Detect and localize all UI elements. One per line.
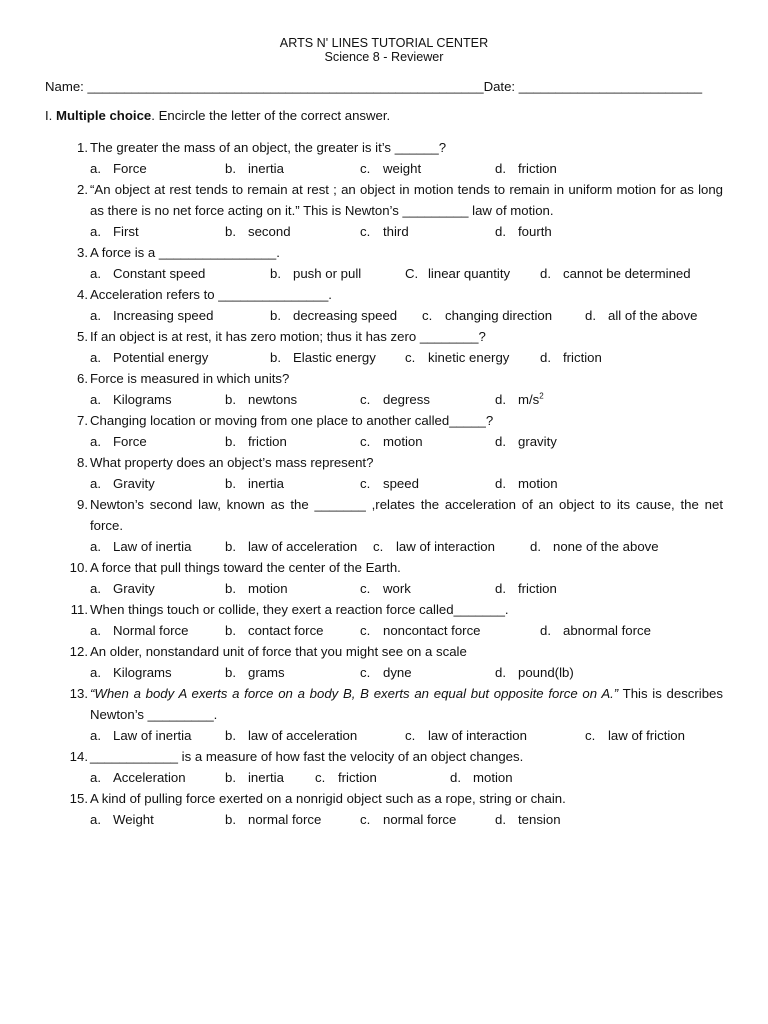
answer-option[interactable] [540,620,651,641]
option-text: Acceleration [113,770,186,785]
question-prompt: A force that pull things toward the center of the Earth. [90,560,401,575]
answer-option[interactable] [90,578,155,599]
option-letter: d. [495,665,506,680]
section-heading [45,108,390,123]
answer-option[interactable] [530,536,659,557]
option-letter: c. [373,539,384,554]
option-text: law of interaction [428,728,527,743]
question-number: 15. [69,791,88,806]
option-letter: b. [225,581,236,596]
option-text: dyne [383,665,412,680]
question-text [90,326,723,347]
option-letter: c. [360,392,371,407]
option-letter: d. [495,224,506,239]
answer-options [0,347,768,368]
option-text: friction [338,770,377,785]
answer-options [0,431,768,452]
question-number: 1. [77,140,88,155]
answer-option[interactable] [225,620,324,641]
answer-options [0,662,768,683]
option-letter: b. [225,161,236,176]
option-text: second [248,224,291,239]
option-text: third [383,224,409,239]
name-date-row [45,79,725,94]
option-letter: c. [360,812,371,827]
question-text [90,179,723,221]
option-letter: d. [540,350,551,365]
question-quote: “When a body A exerts a force on a body B, B exerts an equal but opposite force on A.” [90,686,619,701]
answer-option[interactable] [90,473,155,494]
answer-option[interactable] [90,158,147,179]
answer-options [0,389,768,410]
answer-option[interactable] [90,221,139,242]
question-item [0,641,768,683]
question-text [90,788,723,809]
option-text: Increasing speed [113,308,214,323]
question-text [90,599,723,620]
option-letter: d. [450,770,461,785]
option-text: all of the above [608,308,698,323]
option-letter: d. [495,392,506,407]
option-letter: c. [360,476,371,491]
question-item [0,242,768,284]
option-text: Force [113,434,147,449]
option-letter: d. [495,434,506,449]
option-text: Gravity [113,476,155,491]
question-prompt: ____________ is a measure of how fast the velocity of an object changes. [90,749,524,764]
answer-options [0,158,768,179]
option-text: normal force [248,812,322,827]
answer-option[interactable] [360,158,421,179]
option-text: newtons [248,392,298,407]
option-letter: b. [225,623,236,638]
question-number: 3. [77,245,88,260]
option-letter: a. [90,161,101,176]
answer-options [0,263,768,284]
option-text: decreasing speed [293,308,398,323]
option-text: cannot be determined [563,266,691,281]
option-letter: a. [90,539,101,554]
answer-options [0,809,768,830]
answer-option[interactable] [90,431,147,452]
question-prompt: Newton’s second law, known as the _______ ,relates the acceleration of an object to its cause, the net force. [90,497,723,533]
option-text: motion [473,770,513,785]
answer-option[interactable] [225,221,291,242]
option-text: fourth [518,224,552,239]
option-letter: d. [530,539,541,554]
option-text: pound(lb) [518,665,574,680]
question-text [90,452,723,473]
answer-option[interactable] [90,263,205,284]
question-item [0,410,768,452]
question-text [90,410,723,431]
option-text: Normal force [113,623,189,638]
question-number: 9. [77,497,88,512]
option-text: none of the above [553,539,659,554]
option-superscript: 2 [539,391,544,401]
answer-option[interactable] [360,221,409,242]
question-text [90,557,723,578]
option-text: grams [248,665,285,680]
option-letter: c. [405,350,416,365]
option-text: Law of inertia [113,728,192,743]
name-field-label: Name: ______________________________________________________ [45,79,484,94]
date-field-label: Date: _________________________ [483,79,703,94]
answer-options [0,221,768,242]
answer-option[interactable] [495,662,574,683]
question-item [0,452,768,494]
option-letter: b. [225,728,236,743]
answer-option[interactable] [360,578,411,599]
answer-options [0,473,768,494]
answer-options [0,620,768,641]
question-text [90,284,723,305]
option-letter: c. [360,581,371,596]
option-letter: a. [90,623,101,638]
option-letter: c. [315,770,326,785]
option-text: degress [383,392,430,407]
question-prompt: What property does an object’s mass represent? [90,455,374,470]
option-letter: b. [270,308,281,323]
answer-option[interactable] [90,389,172,410]
answer-option[interactable] [360,431,423,452]
option-text: friction [518,161,557,176]
option-letter: a. [90,350,101,365]
answer-option[interactable] [270,305,397,326]
question-item [0,137,768,179]
option-letter: a. [90,308,101,323]
answer-options [0,578,768,599]
option-text: friction [563,350,602,365]
answer-option[interactable] [360,473,419,494]
option-text: Elastic energy [293,350,376,365]
option-letter: b. [270,266,281,281]
question-text [90,242,723,263]
option-letter: d. [540,266,551,281]
answer-option[interactable] [495,578,557,599]
answer-option[interactable] [405,347,509,368]
question-number: 5. [77,329,88,344]
option-letter: b. [225,434,236,449]
question-number: 14. [69,749,88,764]
option-text: inertia [248,161,284,176]
option-letter: d. [540,623,551,638]
option-text: tension [518,812,561,827]
center-name: ARTS N' LINES TUTORIAL CENTER [279,36,489,50]
answer-option[interactable] [495,473,558,494]
option-text: push or pull [293,266,362,281]
answer-options [0,536,768,557]
option-letter: a. [90,476,101,491]
question-item [0,284,768,326]
answer-option[interactable] [405,263,510,284]
option-letter: b. [225,476,236,491]
option-letter: b. [270,350,281,365]
option-text: contact force [248,623,324,638]
question-prompt: The greater the mass of an object, the greater is it’s ______? [90,140,447,155]
section-instruction: . Encircle the letter of the correct answer. [151,108,391,123]
option-text: Law of inertia [113,539,192,554]
answer-option[interactable] [495,221,552,242]
option-text: Potential energy [113,350,209,365]
question-number: 7. [77,413,88,428]
answer-option[interactable] [225,767,284,788]
question-prompt: A kind of pulling force exerted on a nonrigid object such as a rope, string or chain. [90,791,566,806]
answer-option[interactable] [90,620,188,641]
option-letter: b. [225,665,236,680]
option-text: changing direction [445,308,553,323]
option-letter: c. [360,623,371,638]
answer-option[interactable] [585,725,685,746]
question-prompt: A force is a ________________. [90,245,280,260]
answer-option[interactable] [405,725,527,746]
question-text [90,368,723,389]
option-text: m/s [518,392,540,407]
header [0,36,768,64]
question-item [0,788,768,830]
question-prompt: This is describes Newton’s _________. [90,686,723,722]
option-text: inertia [248,476,284,491]
question-number: 4. [77,287,88,302]
question-prompt: Changing location or moving from one place to another called_____? [90,413,494,428]
option-text: friction [518,581,557,596]
question-item [0,599,768,641]
question-number: 11. [70,602,88,617]
answer-option[interactable] [270,263,361,284]
option-letter: c. [360,665,371,680]
answer-option[interactable] [90,809,154,830]
question-item [0,326,768,368]
question-number: 8. [77,455,88,470]
option-text: Constant speed [113,266,206,281]
option-text: kinetic energy [428,350,510,365]
option-text: friction [248,434,287,449]
question-item [0,746,768,788]
option-text: Gravity [113,581,155,596]
answer-option[interactable] [225,578,288,599]
question-number: 6. [77,371,88,386]
answer-option[interactable] [360,809,456,830]
question-number: 2. [77,182,88,197]
question-number: 12. [69,644,88,659]
option-text: speed [383,476,419,491]
option-letter: c. [360,161,371,176]
option-text: linear quantity [428,266,511,281]
answer-option[interactable] [495,431,557,452]
option-text: motion [248,581,288,596]
question-prompt: Force is measured in which units? [90,371,290,386]
worksheet-subtitle: Science 8 - Reviewer [324,50,444,64]
answer-option[interactable] [90,725,191,746]
option-letter: c. [585,728,596,743]
answer-option[interactable] [495,158,557,179]
option-letter: a. [90,434,101,449]
answer-option[interactable] [495,389,544,410]
question-prompt: If an object is at rest, it has zero motion; thus it has zero ________? [90,329,486,344]
question-prompt: When things touch or collide, they exert a reaction force called_______. [90,602,509,617]
option-letter: a. [90,581,101,596]
option-text: noncontact force [383,623,481,638]
option-text: Force [113,161,147,176]
option-letter: d. [495,161,506,176]
answer-option[interactable] [90,305,213,326]
option-text: weight [383,161,422,176]
option-letter: b. [225,812,236,827]
answer-option[interactable] [225,389,297,410]
answer-option[interactable] [225,662,285,683]
answer-option[interactable] [360,662,412,683]
answer-option[interactable] [495,809,561,830]
answer-option[interactable] [225,473,284,494]
answer-option[interactable] [585,305,697,326]
answer-option[interactable] [225,809,321,830]
option-text: gravity [518,434,557,449]
section-title: Multiple choice [56,108,152,123]
answer-option[interactable] [270,347,376,368]
option-letter: a. [90,728,101,743]
option-letter: b. [225,770,236,785]
option-letter: C. [405,266,419,281]
question-item [0,557,768,599]
option-text: law of acceleration [248,728,358,743]
question-text [90,137,723,158]
option-letter: d. [495,476,506,491]
question-text [90,746,723,767]
answer-option[interactable] [225,725,357,746]
option-letter: c. [360,434,371,449]
answer-options [0,305,768,326]
option-text: law of interaction [396,539,495,554]
answer-option[interactable] [90,536,191,557]
option-letter: c. [422,308,433,323]
option-letter: b. [225,392,236,407]
section-number: I. [45,108,53,123]
answer-option[interactable] [540,263,691,284]
question-list [0,137,768,830]
answer-option[interactable] [225,158,284,179]
answer-options [0,725,768,746]
option-letter: a. [90,770,101,785]
option-letter: a. [90,665,101,680]
answer-option[interactable] [225,431,287,452]
question-text [90,641,723,662]
option-text: work [383,581,411,596]
question-item [0,494,768,557]
question-prompt: Acceleration refers to _______________. [90,287,332,302]
option-text: First [113,224,139,239]
option-text: Kilograms [113,665,172,680]
option-letter: b. [225,539,236,554]
question-item [0,368,768,410]
question-text [90,494,723,536]
option-text: motion [518,476,558,491]
question-item [0,179,768,242]
answer-options [0,767,768,788]
option-text: abnormal force [563,623,651,638]
question-prompt: An older, nonstandard unit of force that you might see on a scale [90,644,467,659]
option-text: normal force [383,812,457,827]
option-letter: d. [495,581,506,596]
option-letter: a. [90,224,101,239]
option-text: Weight [113,812,154,827]
option-text: law of acceleration [248,539,358,554]
answer-option[interactable] [360,620,481,641]
answer-option[interactable] [422,305,552,326]
option-text: Kilograms [113,392,172,407]
option-letter: d. [495,812,506,827]
option-letter: b. [225,224,236,239]
question-number: 10. [69,560,88,575]
question-number: 13. [69,686,88,701]
answer-option[interactable] [315,767,377,788]
question-prompt: “An object at rest tends to remain at rest ; an object in motion tends to remain in uniform motion for as long as there is no net force acting on it.” This is Newton’s _________ law of motion. [90,182,723,218]
answer-option[interactable] [540,347,602,368]
answer-option[interactable] [360,389,430,410]
answer-option[interactable] [450,767,513,788]
option-letter: a. [90,266,101,281]
option-text: motion [383,434,423,449]
answer-option[interactable] [90,347,208,368]
question-text [90,683,723,725]
answer-option[interactable] [373,536,495,557]
option-letter: a. [90,392,101,407]
option-letter: c. [405,728,416,743]
answer-option[interactable] [225,536,357,557]
answer-option[interactable] [90,767,186,788]
option-letter: a. [90,812,101,827]
answer-option[interactable] [90,662,172,683]
option-letter: d. [585,308,596,323]
question-item [0,683,768,746]
option-text: law of friction [608,728,685,743]
option-text: inertia [248,770,284,785]
option-letter: c. [360,224,371,239]
